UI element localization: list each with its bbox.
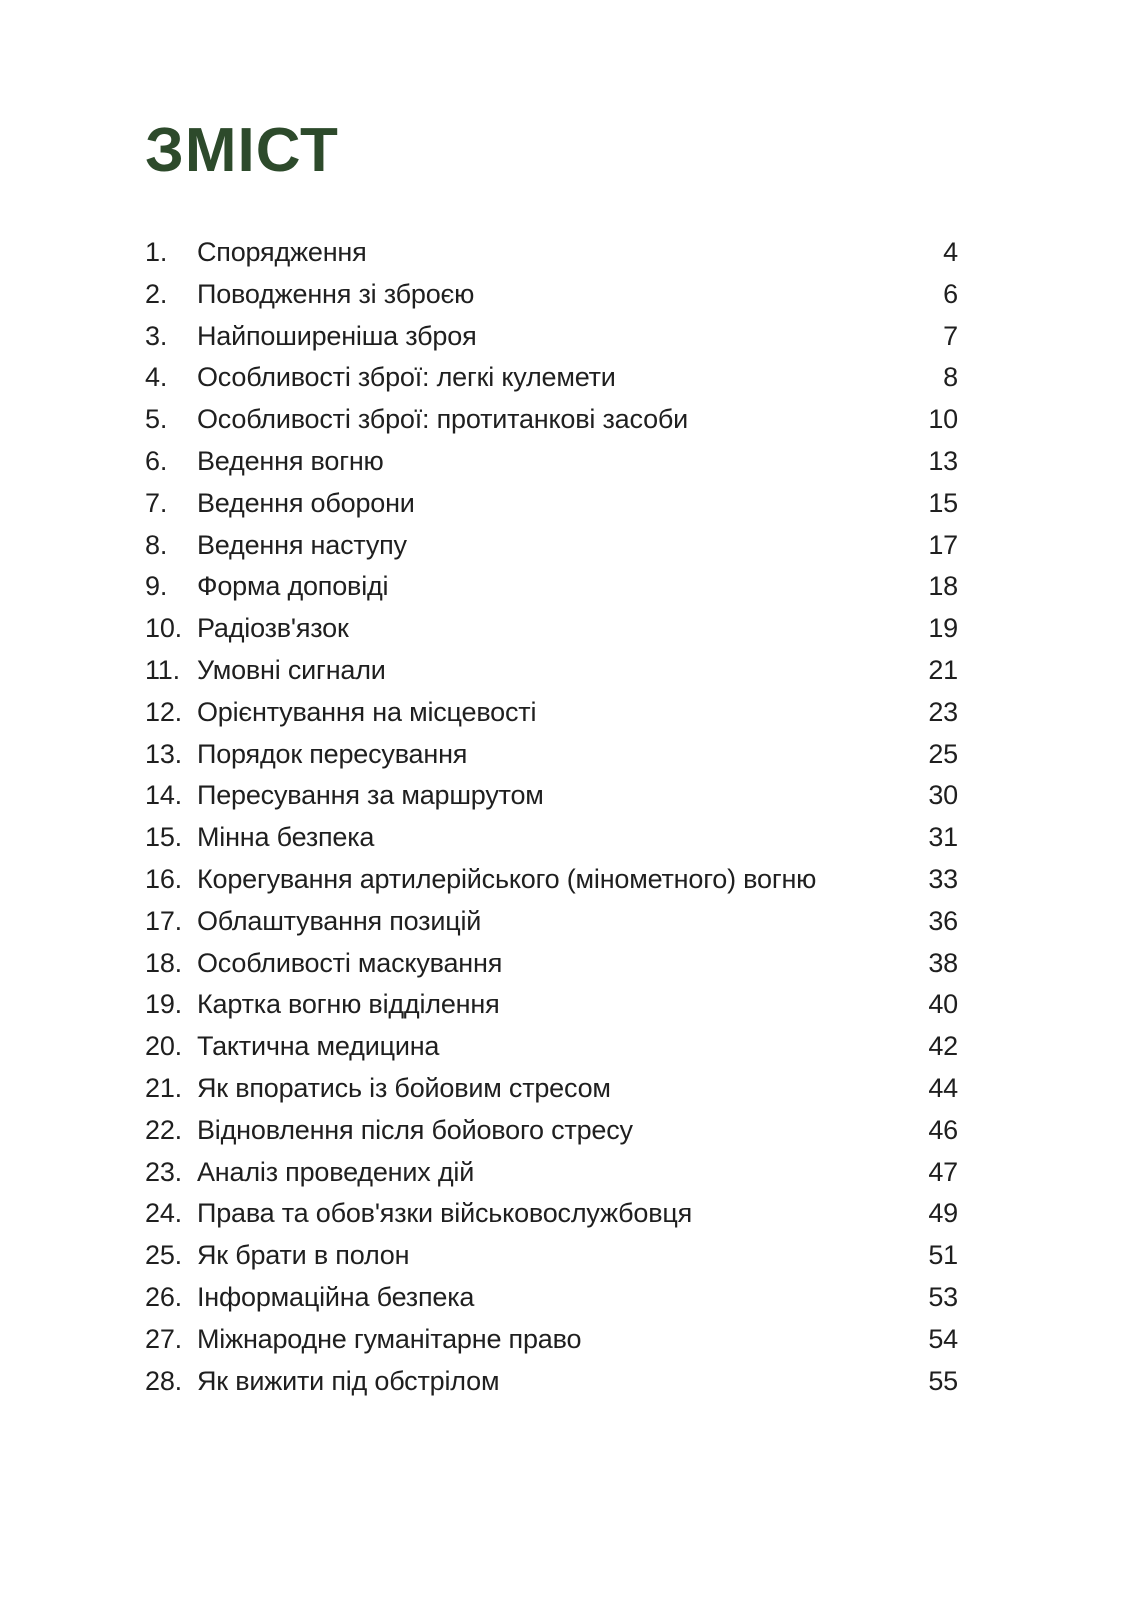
toc-item-label: Форма доповіді [197,571,389,602]
toc-row [145,734,958,776]
toc-item-page: 55 [928,1365,958,1396]
toc-item-page: 49 [928,1198,958,1229]
toc-item-label: Орієнтування на місцевості [197,696,537,727]
toc-row [145,901,958,943]
toc-item-label: Ведення вогню [197,445,384,476]
toc-item-number: 26. [145,1281,182,1312]
toc-item-number: 23. [145,1156,182,1187]
toc-row [145,1152,958,1194]
toc-row [145,357,958,399]
toc-item-label: Тактична медицина [197,1031,440,1062]
toc-list [145,232,958,1402]
toc-item-number: 28. [145,1365,182,1396]
toc-item-number: 25. [145,1240,182,1271]
toc-item-number: 6. [145,445,168,476]
toc-item-page: 40 [928,989,958,1020]
toc-item-page: 13 [928,445,958,476]
toc-item-label: Ведення оборони [197,487,415,518]
toc-item-label: Відновлення після бойового стресу [197,1114,633,1145]
toc-item-number: 3. [145,320,168,351]
toc-item-page: 38 [928,947,958,978]
toc-row [145,1026,958,1068]
toc-item-page: 23 [928,696,958,727]
toc-item-page: 10 [928,404,958,435]
toc-item-page: 53 [928,1281,958,1312]
toc-item-number: 19. [145,989,182,1020]
toc-item-label: Пересування за маршрутом [197,780,544,811]
toc-item-page: 7 [943,320,958,351]
toc-item-label: Умовні сигнали [197,654,386,685]
toc-item-number: 18. [145,947,182,978]
toc-item-number: 15. [145,822,182,853]
toc-item-page: 30 [928,780,958,811]
toc-item-page: 15 [928,487,958,518]
toc-item-label: Особливості зброї: легкі кулемети [197,362,616,393]
toc-item-page: 54 [928,1323,958,1354]
toc-row [145,608,958,650]
toc-row [145,984,958,1026]
toc-row [145,1110,958,1152]
toc-item-number: 8. [145,529,168,560]
toc-item-page: 44 [928,1072,958,1103]
toc-row [145,859,958,901]
toc-item-page: 31 [928,822,958,853]
toc-item-number: 10. [145,613,182,644]
toc-item-page: 18 [928,571,958,602]
toc-row [145,316,958,358]
toc-item-label: Радіозв'язок [197,613,349,644]
toc-item-label: Міжнародне гуманітарне право [197,1323,582,1354]
toc-item-label: Найпоширеніша зброя [197,320,477,351]
toc-item-label: Ведення наступу [197,529,407,560]
toc-item-page: 17 [928,529,958,560]
toc-item-page: 33 [928,863,958,894]
toc-item-number: 27. [145,1323,182,1354]
toc-item-number: 14. [145,780,182,811]
toc-item-page: 51 [928,1240,958,1271]
toc-item-number: 4. [145,362,168,393]
toc-item-number: 9. [145,571,168,602]
toc-row [145,441,958,483]
toc-row [145,1068,958,1110]
toc-item-label: Як вижити під обстрілом [197,1365,500,1396]
toc-item-label: Поводження зі зброєю [197,278,475,309]
toc-item-number: 7. [145,487,168,518]
toc-item-label: Облаштування позицій [197,905,482,936]
toc-row [145,650,958,692]
toc-row [145,1193,958,1235]
toc-row [145,775,958,817]
toc-item-number: 17. [145,905,182,936]
toc-item-page: 19 [928,613,958,644]
toc-row [145,483,958,525]
toc-row [145,1361,958,1403]
toc-item-number: 20. [145,1031,182,1062]
toc-item-page: 47 [928,1156,958,1187]
toc-item-number: 1. [145,237,168,267]
toc-item-page: 8 [943,362,958,393]
toc-item-number: 16. [145,863,182,894]
toc-item-label: Особливості маскування [197,947,503,978]
toc-row [145,1235,958,1277]
page-title: ЗМІСТ [145,116,339,185]
toc-item-number: 5. [145,404,168,435]
toc-row [145,692,958,734]
toc-row [145,817,958,859]
toc-item-number: 12. [145,696,182,727]
toc-row [145,1277,958,1319]
toc-row [145,1319,958,1361]
toc-item-page: 25 [928,738,958,769]
toc-row [145,525,958,567]
toc-item-number: 2. [145,278,168,309]
toc-item-page: 46 [928,1114,958,1145]
toc-item-page: 6 [943,278,958,309]
toc-item-label: Картка вогню відділення [197,989,500,1020]
toc-row [145,399,958,441]
toc-item-label: Мінна безпека [197,822,375,853]
toc-item-label: Особливості зброї: протитанкові засоби [197,404,689,435]
toc-row [145,232,958,274]
toc-row [145,274,958,316]
toc-item-number: 11. [145,654,180,685]
toc-item-number: 13. [145,738,182,769]
toc-item-number: 21. [145,1072,182,1103]
toc-item-number: 24. [145,1198,182,1229]
toc-row [145,566,958,608]
toc-item-label: Права та обов'язки військовослужбовця [197,1198,693,1229]
toc-item-label: Корегування артилерійського (мінометного) вогню [197,863,817,894]
toc-item-label: Інформаційна безпека [197,1281,475,1312]
toc-item-label: Аналіз проведених дій [197,1156,475,1187]
toc-item-label: Як брати в полон [197,1240,410,1271]
toc-row [145,943,958,985]
toc-item-page: 42 [928,1031,958,1062]
toc-item-number: 22. [145,1114,182,1145]
toc-item-label: Як впоратись із бойовим стресом [197,1072,611,1103]
toc-item-label: Порядок пересування [197,738,468,769]
toc-item-page: 21 [928,654,958,685]
toc-item-page: 36 [928,905,958,936]
toc-item-label: Спорядження [197,237,367,267]
toc-item-page: 4 [943,237,958,267]
